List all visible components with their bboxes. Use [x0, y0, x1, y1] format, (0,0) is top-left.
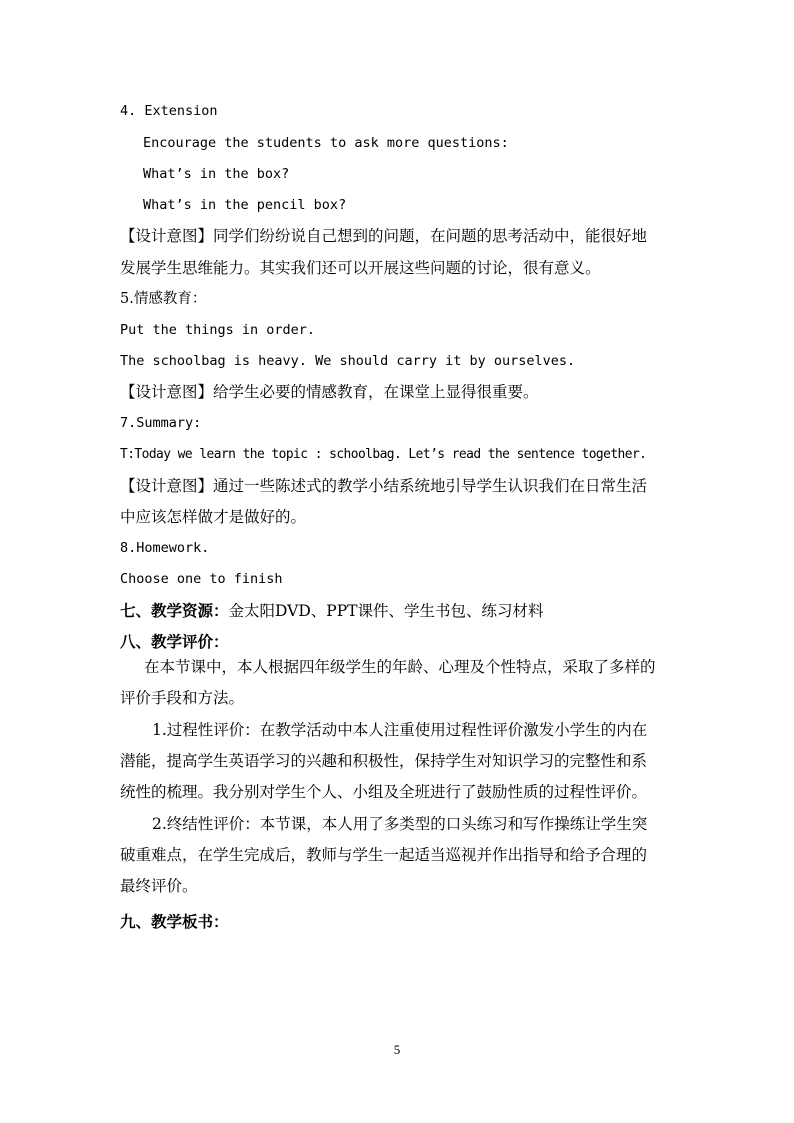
- board-heading: 九、教学板书：: [120, 912, 229, 931]
- evaluation-heading: 八、教学评价：: [120, 632, 229, 651]
- extension-heading: 4. Extension: [120, 103, 218, 119]
- final-evaluation-line-1: 2.终结性评价：本节课，本人用了多类型的口头练习和写作操练让学生突: [152, 815, 648, 833]
- resources-label: 七、教学资源：: [120, 601, 229, 620]
- homework-heading: 8.Homework.: [120, 540, 210, 556]
- extension-question-2: What’s in the pencil box?: [143, 197, 347, 213]
- homework-line-1: Choose one to finish: [120, 571, 283, 587]
- design-intent-2-line-1: 【设计意图】给学生必要的情感教育，在课堂上显得很重要。: [120, 383, 539, 401]
- emotional-education-line-1: Put the things in order.: [120, 322, 316, 338]
- resources-text: 金太阳DVD、PPT课件、学生书包、练习材料: [228, 602, 544, 620]
- design-intent-1-line-2: 发展学生思维能力。其实我们还可以开展这些问题的讨论，很有意义。: [120, 259, 601, 277]
- extension-question-1: What’s in the box?: [143, 166, 290, 182]
- design-intent-1-line-1: 【设计意图】同学们纷纷说自己想到的问题，在问题的思考活动中，能很好地: [120, 227, 648, 245]
- process-evaluation-line-1: 1.过程性评价：在教学活动中本人注重使用过程性评价激发小学生的内在: [152, 721, 648, 739]
- extension-intro: Encourage the students to ask more questions:: [143, 135, 509, 151]
- resources-line: [120, 603, 544, 620]
- summary-heading: 7.Summary:: [120, 415, 202, 431]
- final-evaluation-line-3: 最终评价。: [120, 877, 198, 895]
- emotional-education-line-2: The schoolbag is heavy. We should carry it by ourselves.: [120, 353, 576, 369]
- evaluation-intro-line-1: 在本节课中，本人根据四年级学生的年龄、心理及个性特点，采取了多样的: [144, 658, 656, 676]
- page-number: 5: [393, 1042, 401, 1057]
- design-intent-3-line-2: 中应该怎样做才是做好的。: [120, 508, 307, 526]
- process-evaluation-line-2: 潜能，提高学生英语学习的兴趣和积极性，保持学生对知识学习的完整性和系: [120, 752, 648, 770]
- emotional-education-heading: 5.情感教育：: [120, 291, 207, 307]
- process-evaluation-line-3: 统性的梳理。我分别对学生个人、小组及全班进行了鼓励性质的过程性评价。: [120, 783, 648, 801]
- design-intent-3-line-1: 【设计意图】通过一些陈述式的教学小结系统地引导学生认识我们在日常生活: [120, 477, 648, 495]
- evaluation-intro-line-2: 评价手段和方法。: [120, 689, 245, 707]
- summary-line-1: T:Today we learn the topic : schoolbag. Let’s read the sentence together.: [120, 447, 647, 462]
- final-evaluation-line-2: 破重难点，在学生完成后，教师与学生一起适当巡视并作出指导和给予合理的: [120, 846, 648, 864]
